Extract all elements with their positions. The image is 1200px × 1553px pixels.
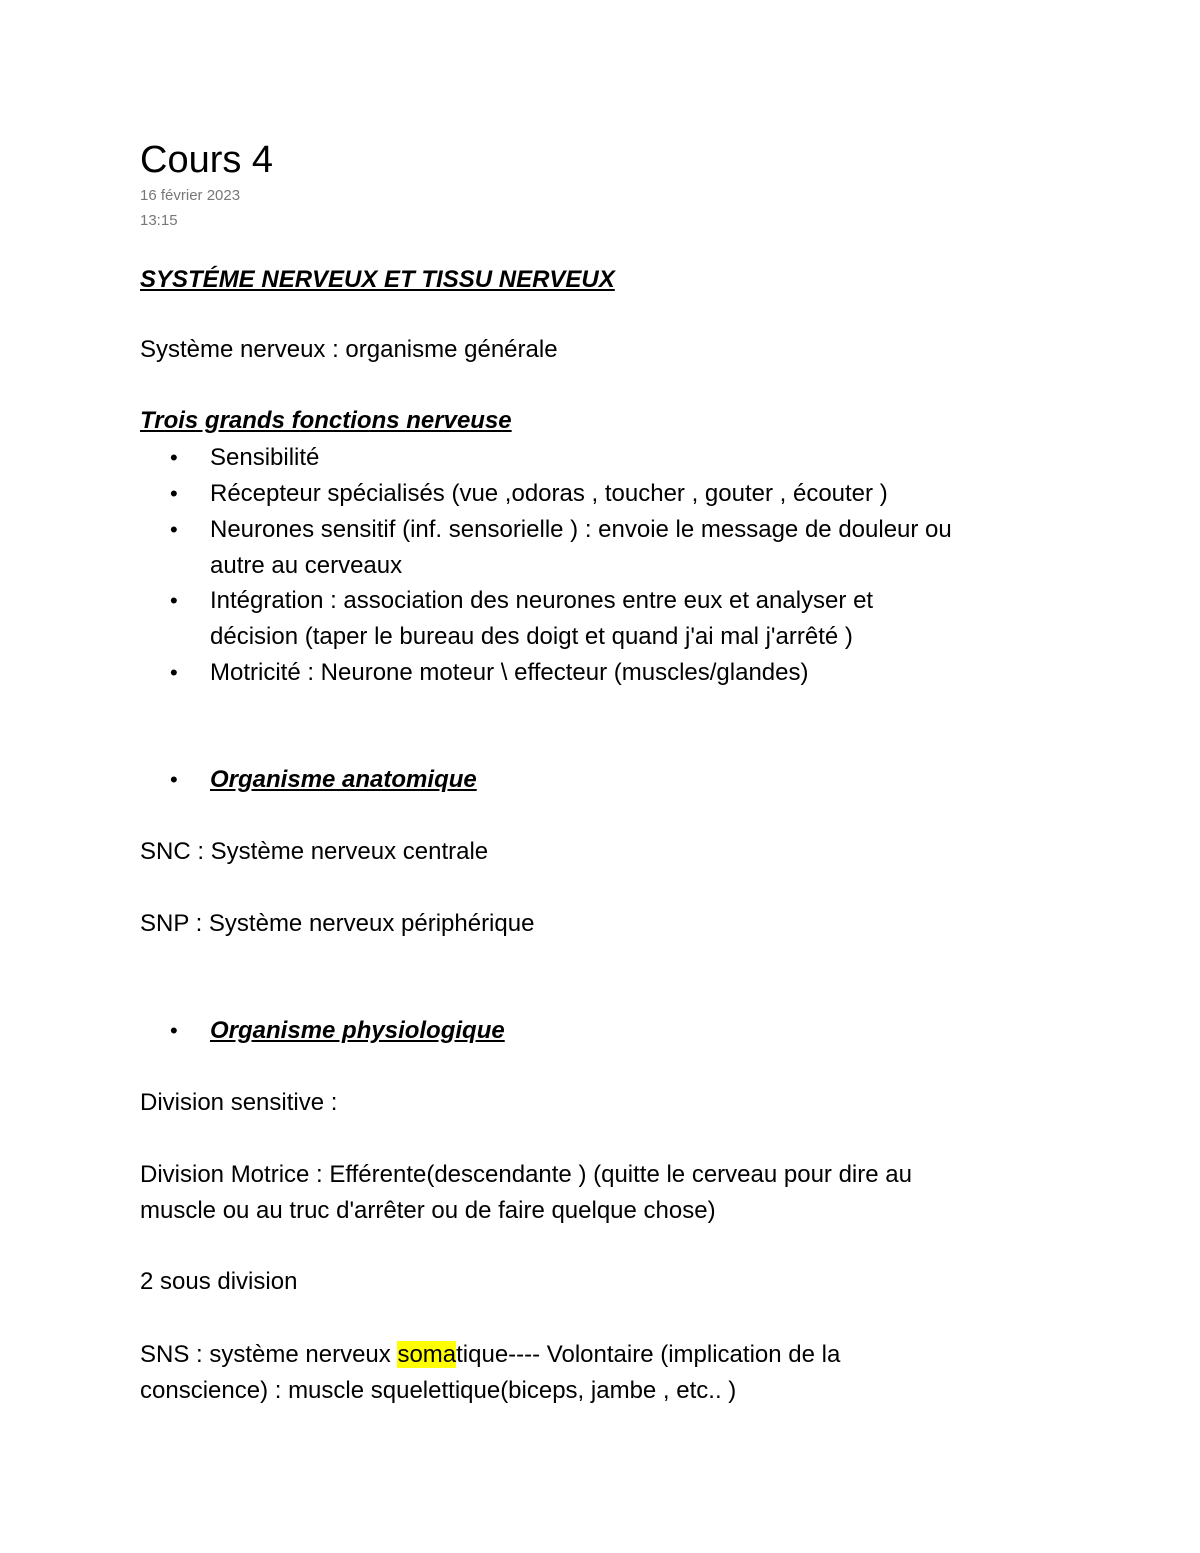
list-item-continuation: décision (taper le bureau des doigt et quand j'ai mal j'arrêté ): [210, 623, 853, 650]
physio-heading: Organisme physiologique: [210, 1017, 505, 1044]
intro-line: Système nerveux : organisme générale: [140, 336, 558, 363]
sous-division-line: 2 sous division: [140, 1268, 298, 1295]
snc-line: SNC : Système nerveux centrale: [140, 838, 489, 865]
page-time: 13:15: [140, 212, 178, 229]
bullet-icon: •: [170, 588, 178, 613]
snp-line: SNP : Système nerveux périphérique: [140, 910, 535, 937]
bullet-icon: •: [170, 481, 178, 506]
anatomic-heading: Organisme anatomique: [210, 766, 477, 793]
division-motrice-line: Division Motrice : Efférente(descendante ) (quitte le cerveau pour dire au: [140, 1161, 912, 1188]
highlighted-text: soma: [397, 1341, 457, 1368]
list-item: Intégration : association des neurones entre eux et analyser et: [210, 587, 874, 614]
division-sensitive-line: Division sensitive :: [140, 1089, 338, 1116]
list-item: Récepteur spécialisés (vue ,odoras , toucher , gouter , écouter ): [210, 480, 888, 507]
bullet-icon: •: [170, 1018, 178, 1043]
list-item: Sensibilité: [210, 444, 320, 471]
bullet-icon: •: [170, 517, 178, 542]
main-heading: SYSTÉME NERVEUX ET TISSU NERVEUX: [140, 266, 615, 293]
sns-suffix: tique---- Volontaire (implication de la: [456, 1341, 841, 1368]
list-item: Motricité : Neurone moteur \ effecteur (muscles/glandes): [210, 659, 809, 686]
sns-prefix: SNS : système nerveux: [140, 1341, 398, 1368]
bullet-icon: •: [170, 660, 178, 685]
page-title: Cours 4: [140, 139, 274, 181]
list-item: Neurones sensitif (inf. sensorielle ) : envoie le message de douleur ou: [210, 516, 952, 543]
page-date: 16 février 2023: [140, 187, 241, 204]
bullet-icon: •: [170, 445, 178, 470]
bullet-icon: •: [170, 767, 178, 792]
division-motrice-line-2: muscle ou au truc d'arrêter ou de faire quelque chose): [140, 1197, 716, 1224]
list-item-continuation: autre au cerveaux: [210, 552, 403, 579]
functions-heading: Trois grands fonctions nerveuse: [140, 407, 512, 434]
sns-line: [140, 1337, 840, 1373]
sns-line-2: conscience) : muscle squelettique(biceps, jambe , etc.. ): [140, 1377, 737, 1404]
